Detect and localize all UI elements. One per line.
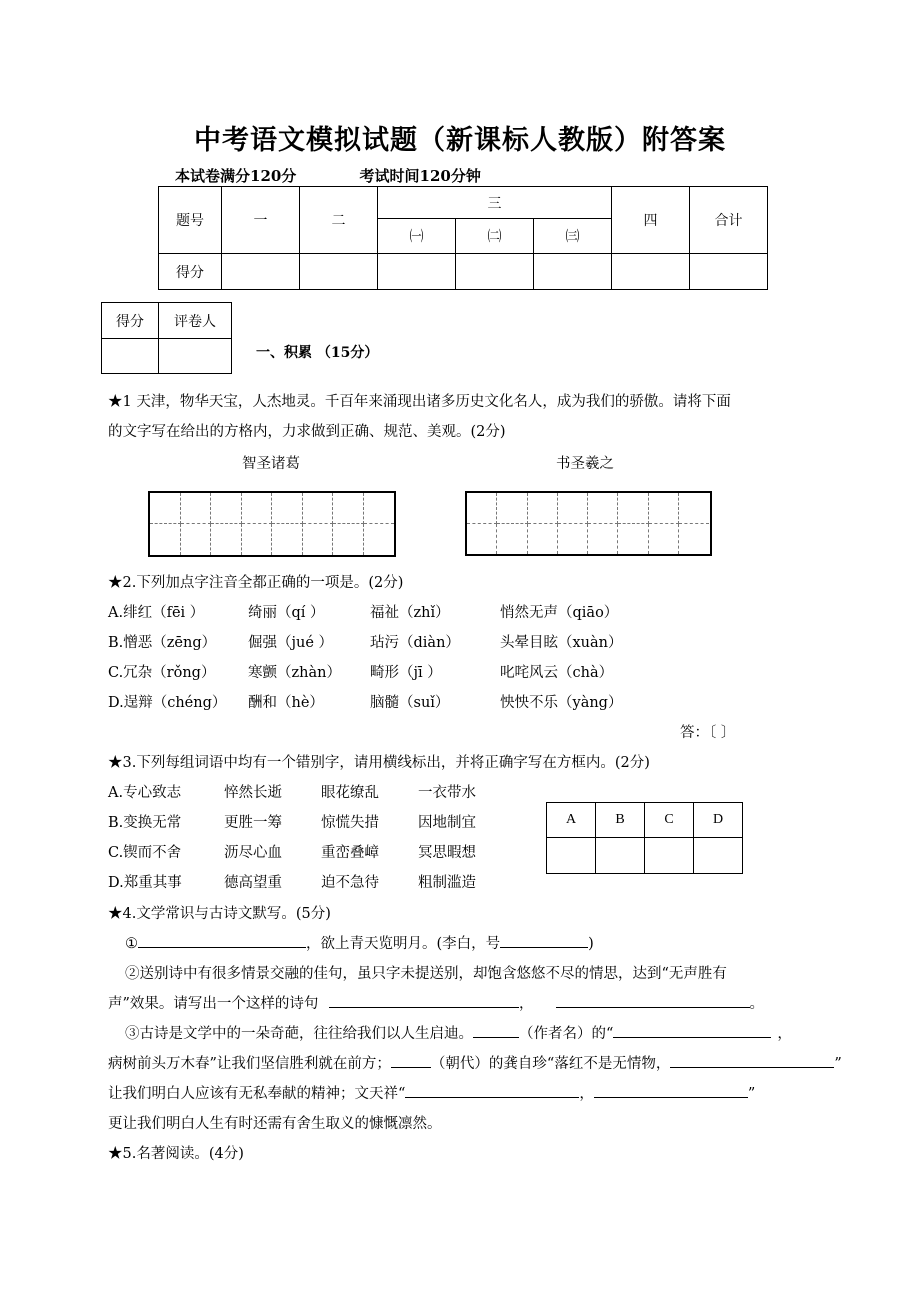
q3-box-cell[interactable] [694,838,743,874]
score-cell [534,254,612,290]
q4-p1-blank-2[interactable] [500,947,588,948]
col-3-sub-3: ㈢ [534,219,612,254]
q4-p2-line-1: ②送别诗中有很多情景交融的佳句，虽只字未提送别，却饱含悠悠不尽的情思，达到“无声胜有 [125,966,727,982]
q4-p3-blank-dynasty[interactable] [391,1067,431,1068]
q4-p2-blank-2[interactable] [556,1007,750,1008]
q1-left-text: 智圣诸葛 [242,456,300,472]
q4-p3-blank-3[interactable] [405,1097,579,1098]
grader-cell [159,339,232,374]
q3-box-label-a: A [547,803,596,838]
score-cell [456,254,534,290]
writing-grid-right[interactable] [465,491,712,556]
q1-line-2: 的文字写在给出的方格内，力求做到正确、规范、美观。(2分) [108,424,506,440]
score-label: 得分 [159,254,222,290]
grader-score-cell [102,339,159,374]
col-4: 四 [612,187,690,254]
grader-table [101,302,232,374]
q3-stem: ★3.下列每组词语中均有一个错别字，请用横线标出，并将正确字写在方框内。(2分) [108,755,650,771]
grader-score-label: 得分 [102,303,159,339]
col-3: 三 [378,187,612,219]
question-no-label: 题号 [159,187,222,254]
q4-p2-blank-1[interactable] [329,1007,519,1008]
exam-time: 考试时间120分钟 [359,167,481,185]
q3-box-label-d: D [694,803,743,838]
q4-p2-line-2: 声”效果。请写出一个这样的诗句 ， 。 [108,996,765,1012]
q4-p3-blank-2[interactable] [670,1067,834,1068]
section-1-title: 一、积累 （15分） [256,345,379,361]
score-cell [690,254,768,290]
q3-box-cell[interactable] [547,838,596,874]
score-cell [222,254,300,290]
q1-line-1: ★1 天津，物华天宝，人杰地灵。千百年来涌现出诸多历史文化名人，成为我们的骄傲。请将下面 [108,394,731,410]
col-3-sub-1: ㈠ [378,219,456,254]
q4-p3-line-2: 病树前头万木春”让我们坚信胜利就在前方； （朝代）的龚自珍“落红不是无情物， ” [108,1056,842,1072]
col-2: 二 [300,187,378,254]
q3-box-label-c: C [645,803,694,838]
grader-label: 评卷人 [159,303,232,339]
q4-p3-blank-author[interactable] [473,1037,519,1038]
score-cell [378,254,456,290]
col-3-sub-2: ㈡ [456,219,534,254]
exam-info [175,165,481,186]
q4-p1-blank-1[interactable] [138,947,306,948]
writing-grid-left[interactable] [148,491,396,557]
q4-p3-line-1: ③古诗是文学中的一朵奇葩，往往给我们以人生启迪。 （作者名）的“ ， [125,1026,792,1042]
page-title: 中考语文模拟试题（新课标人教版）附答案 [194,125,726,156]
q4-part-1: ① ，欲上青天览明月。(李白，号 ) [125,936,594,952]
q4-p3-line-4: 更让我们明白人生有时还需有舍生取义的慷慨凛然。 [108,1116,442,1132]
q3-box-cell[interactable] [596,838,645,874]
score-table [158,186,768,290]
col-total: 合计 [690,187,768,254]
col-1: 一 [222,187,300,254]
q3-box-cell[interactable] [645,838,694,874]
q2-answer[interactable]: 答：〔 〕 [680,725,736,741]
q5-stem: ★5.名著阅读。(4分) [108,1146,244,1162]
q2-stem: ★2.下列加点字注音全都正确的一项是。(2分) [108,575,404,591]
q4-p3-blank-4[interactable] [594,1097,748,1098]
q3-answer-box [546,802,743,874]
q3-box-label-b: B [596,803,645,838]
score-cell [612,254,690,290]
q4-stem: ★4.文学常识与古诗文默写。(5分) [108,906,331,922]
q1-right-text: 书圣羲之 [556,456,614,472]
score-cell [300,254,378,290]
q4-p3-blank-1[interactable] [613,1037,771,1038]
full-score: 本试卷满分120分 [175,167,297,185]
q4-p3-line-3: 让我们明白人应该有无私奉献的精神；文天祥“ ， ” [108,1086,756,1102]
